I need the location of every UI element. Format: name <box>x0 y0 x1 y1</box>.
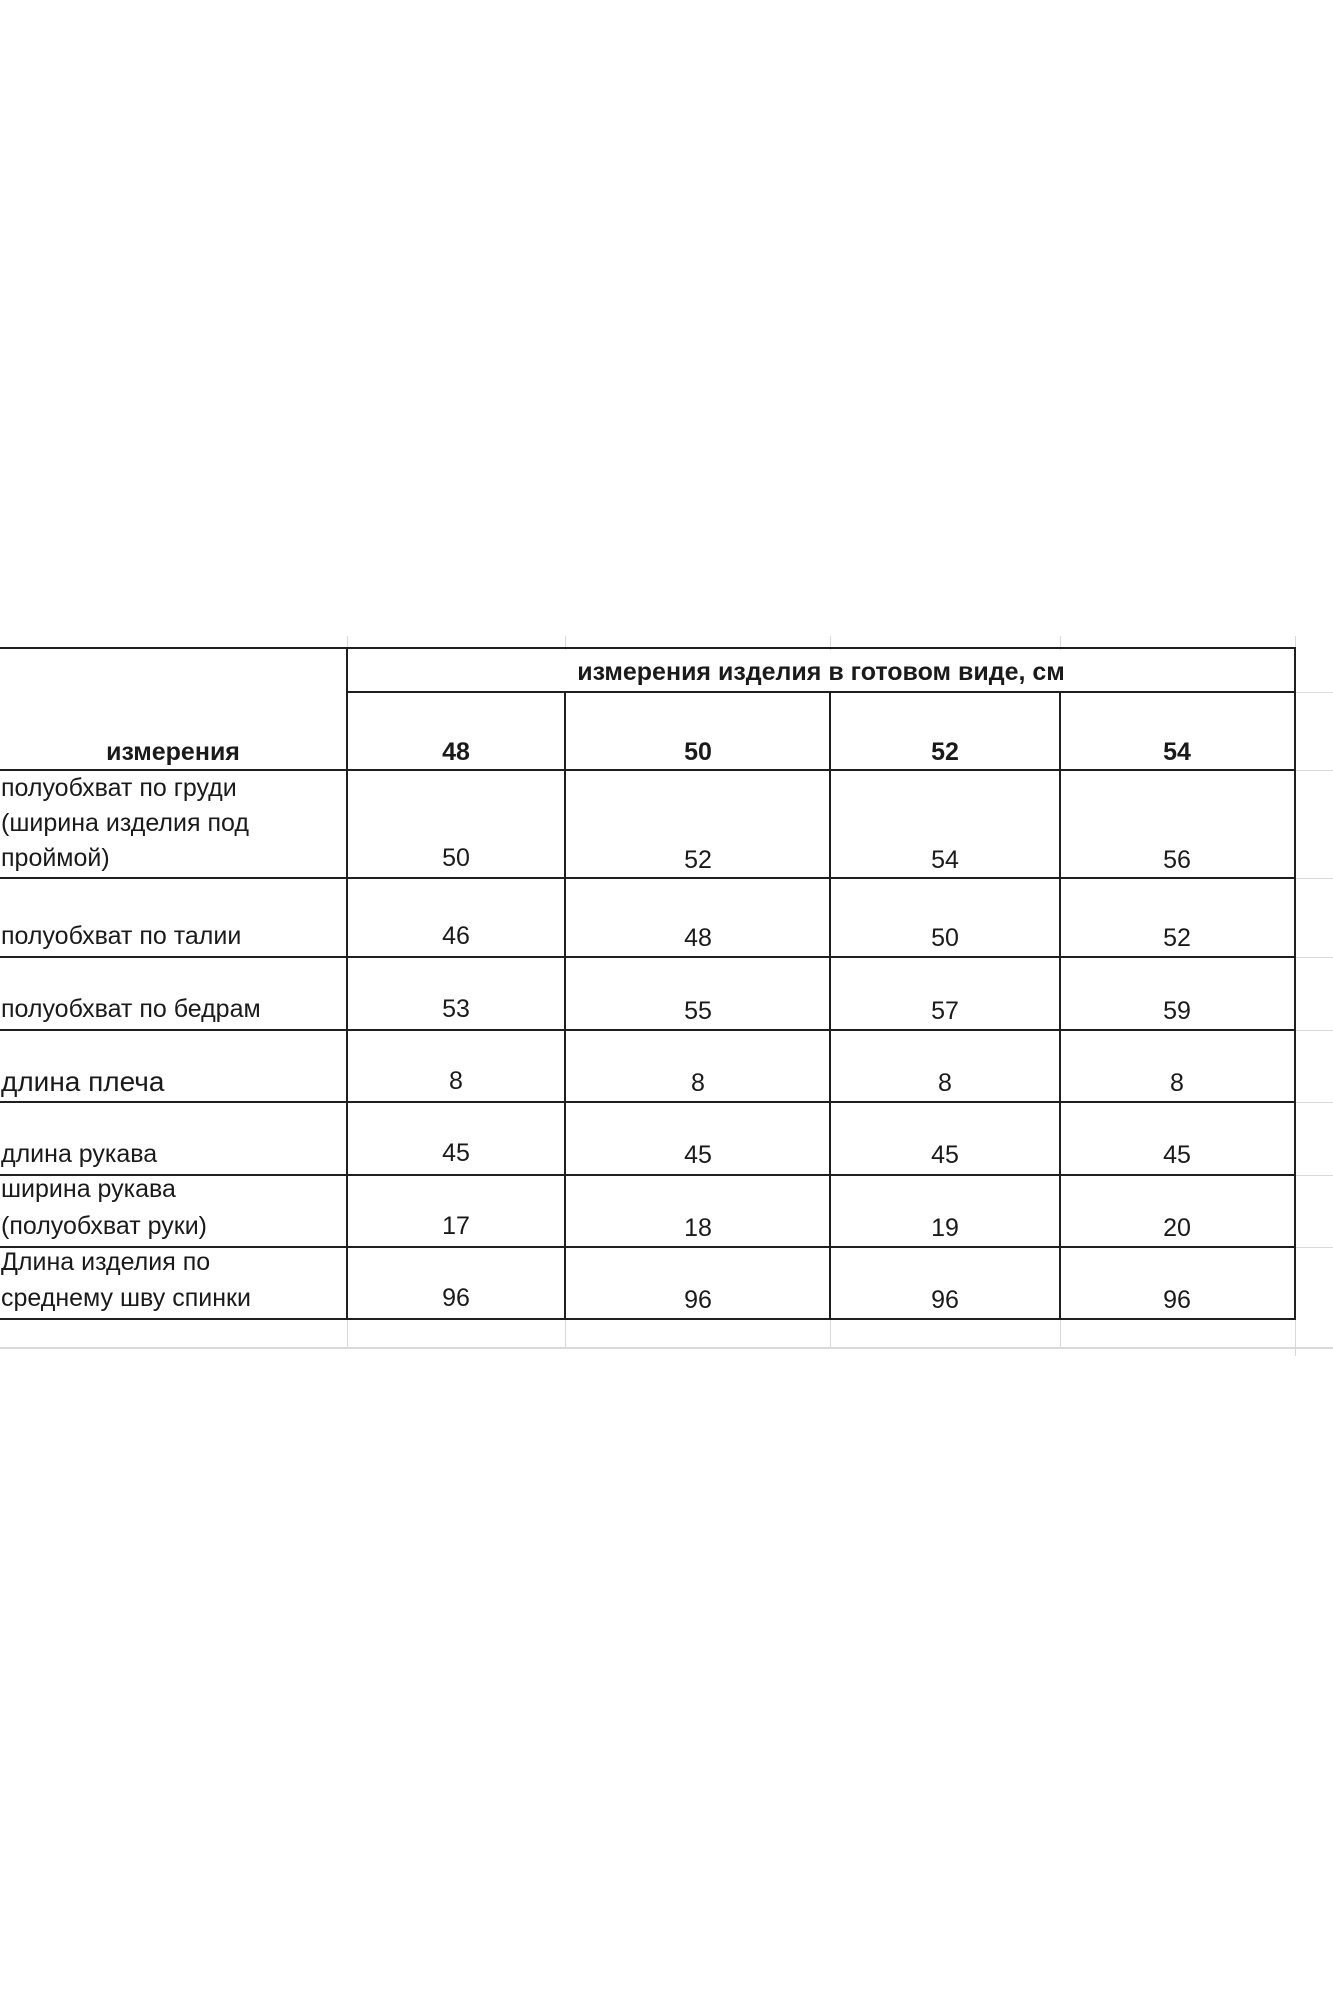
table-cell: 52 <box>1163 924 1191 952</box>
table-cell: 96 <box>1163 1286 1191 1314</box>
row-header: измерения <box>106 738 240 766</box>
grid-line <box>347 1319 348 1349</box>
table-border <box>0 1174 1296 1176</box>
table-cell: 20 <box>1163 1214 1191 1242</box>
table-cell: 48 <box>684 924 712 952</box>
table-cell: 45 <box>931 1141 959 1169</box>
table-cell: 96 <box>931 1286 959 1314</box>
table-cell: 56 <box>1163 846 1191 874</box>
size-header-54: 54 <box>1163 738 1191 766</box>
grid-line <box>830 1319 831 1349</box>
table-cell: 8 <box>691 1069 705 1097</box>
grid-line <box>1295 1175 1333 1176</box>
table-cell: 55 <box>684 997 712 1025</box>
table-cell: 57 <box>931 997 959 1025</box>
table-border <box>564 691 566 1320</box>
grid-line <box>1060 1319 1061 1349</box>
table-border <box>347 691 1296 693</box>
table-cell: 96 <box>442 1284 470 1312</box>
row-label-chest-line1: полуобхват по груди <box>1 774 237 802</box>
table-cell: 8 <box>938 1069 952 1097</box>
grid-line <box>1295 1030 1333 1031</box>
grid-line <box>1295 770 1333 771</box>
table-border <box>0 1101 1296 1103</box>
size-header-50: 50 <box>684 738 712 766</box>
row-label-sleeve-width-line2: (полуобхват руки) <box>1 1212 207 1240</box>
table-cell: 19 <box>931 1214 959 1242</box>
grid-line <box>1295 1247 1333 1248</box>
table-border <box>1294 647 1296 1320</box>
table-cell: 8 <box>449 1067 463 1095</box>
size-header-48: 48 <box>442 738 470 766</box>
table-cell: 8 <box>1170 1069 1184 1097</box>
grid-line <box>1295 1102 1333 1103</box>
table-border <box>0 647 1296 649</box>
row-label-sleeve-width-line1: ширина рукава <box>1 1175 176 1203</box>
table-border <box>0 1318 1296 1320</box>
table-cell: 46 <box>442 922 470 950</box>
table-cell: 52 <box>684 846 712 874</box>
table-cell: 45 <box>442 1139 470 1167</box>
table-border <box>829 691 831 1320</box>
table-cell: 45 <box>684 1141 712 1169</box>
row-label-back-length-line2: среднему шву спинки <box>1 1284 251 1312</box>
table-cell: 45 <box>1163 1141 1191 1169</box>
group-header: измерения изделия в готовом виде, см <box>577 658 1065 686</box>
table-cell: 17 <box>442 1212 470 1240</box>
table-cell: 53 <box>442 995 470 1023</box>
table-border <box>0 1029 1296 1031</box>
table-cell: 18 <box>684 1214 712 1242</box>
table-cell: 59 <box>1163 997 1191 1025</box>
size-header-52: 52 <box>931 738 959 766</box>
row-label-hips: полуобхват по бедрам <box>1 995 261 1023</box>
grid-line <box>565 1319 566 1349</box>
grid-line <box>1295 957 1333 958</box>
row-label-back-length-line1: Длина изделия по <box>1 1248 211 1276</box>
row-label-waist: полуобхват по талии <box>1 922 242 950</box>
table-border <box>1059 691 1061 1320</box>
row-label-chest-line2: (ширина изделия под <box>1 809 249 837</box>
table-cell: 50 <box>931 924 959 952</box>
grid-line <box>1295 692 1333 693</box>
table-cell: 54 <box>931 846 959 874</box>
table-border <box>0 956 1296 958</box>
grid-line <box>0 1347 1333 1349</box>
table-cell: 50 <box>442 844 470 872</box>
table-border <box>346 647 348 1320</box>
row-label-sleeve-length: длина рукава <box>1 1140 158 1168</box>
row-label-shoulder: длина плеча <box>1 1066 165 1097</box>
grid-line <box>1295 878 1333 879</box>
table-cell: 96 <box>684 1286 712 1314</box>
row-label-chest-line3: проймой) <box>1 844 110 872</box>
